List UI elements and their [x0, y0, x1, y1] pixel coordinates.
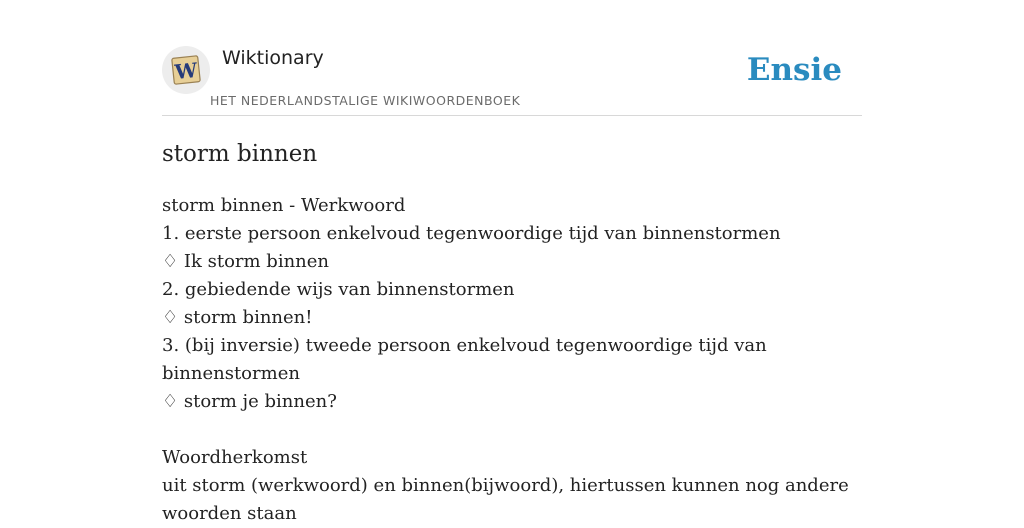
entry-heading: storm binnen - Werkwoord [162, 195, 406, 216]
example-line: ♢ storm binnen! [162, 307, 313, 328]
ensie-brand-link[interactable]: Ensie [746, 52, 842, 88]
svg-text:W: W [173, 57, 199, 85]
site-name-link[interactable]: Wiktionary [222, 47, 324, 69]
definition-line: 1. eerste persoon enkelvoud tegenwoordige tijd van binnenstormen [162, 223, 781, 244]
etymology-heading: Woordherkomst [162, 447, 308, 468]
example-line: ♢ Ik storm binnen [162, 251, 330, 272]
site-header [162, 0, 862, 116]
entry-body [162, 192, 862, 528]
page-title: storm binnen [162, 141, 318, 167]
wiktionary-logo-icon[interactable] [162, 46, 210, 94]
etymology-text: uit storm (werkwoord) en binnen(bijwoord), hiertussen kunnen nog andere woorden staan [162, 475, 849, 524]
definition-line: 2. gebiedende wijs van binnenstormen [162, 279, 515, 300]
definition-line: 3. (bij inversie) tweede persoon enkelvoud tegenwoordige tijd van binnenstormen [162, 335, 767, 384]
site-tagline: HET NEDERLANDSTALIGE WIKIWOORDENBOEK [210, 93, 521, 108]
section-spacer [162, 416, 862, 444]
example-line: ♢ storm je binnen? [162, 391, 337, 412]
page-container [162, 0, 862, 524]
